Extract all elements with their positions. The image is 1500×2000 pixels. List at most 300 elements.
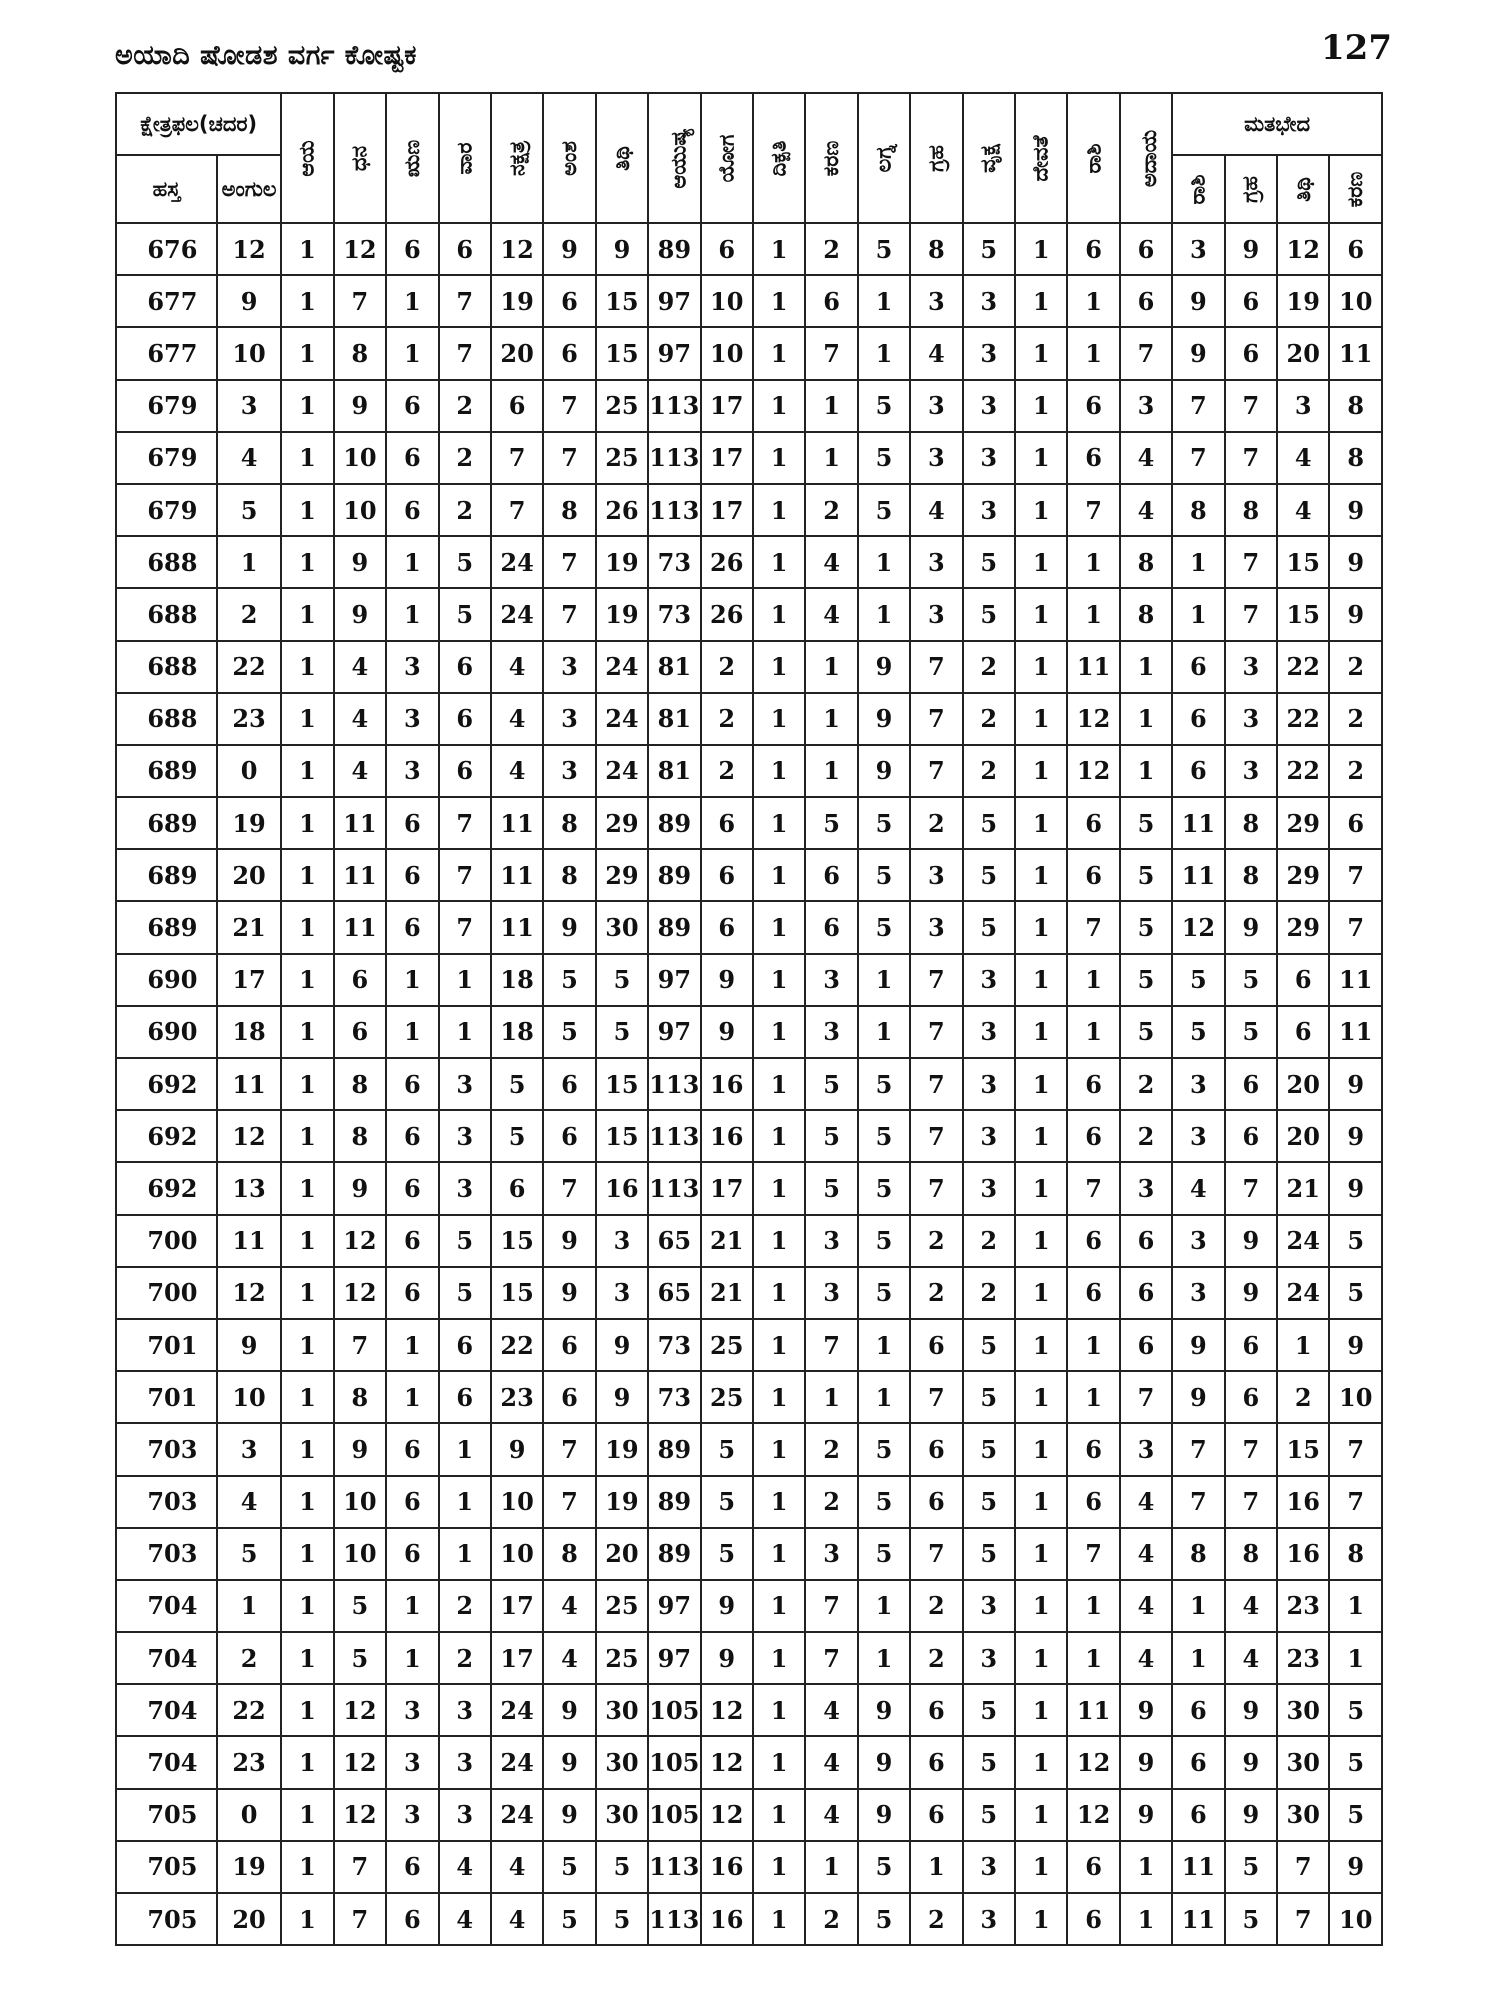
- table-cell: 11: [1329, 1006, 1382, 1058]
- table-cell: 6: [701, 849, 753, 901]
- table-cell: 3: [1172, 1058, 1224, 1110]
- table-cell: 12: [334, 1789, 386, 1841]
- table-cell: 30: [1277, 1736, 1329, 1788]
- column-header: [648, 93, 700, 223]
- table-cell: 105: [648, 1789, 700, 1841]
- table-row: [116, 745, 1382, 797]
- table-cell: 6: [543, 1058, 595, 1110]
- table-cell: 12: [701, 1736, 753, 1788]
- table-cell: 73: [648, 1371, 700, 1423]
- table-cell: 6: [1225, 1371, 1277, 1423]
- table-cell: 9: [334, 1423, 386, 1475]
- table-cell: 1: [439, 1423, 491, 1475]
- table-cell: 11: [334, 797, 386, 849]
- table-cell: 29: [596, 797, 648, 849]
- table-cell: 16: [701, 1893, 753, 1945]
- table-cell: 5: [858, 380, 910, 432]
- column-header-label: ಗ್ರಹ: [923, 144, 948, 172]
- table-cell: 7: [334, 1841, 386, 1893]
- table-cell: 10: [701, 275, 753, 327]
- table-cell: 5: [858, 1267, 910, 1319]
- table-cell: 8: [334, 1110, 386, 1162]
- table-cell: 688: [116, 536, 217, 588]
- table-cell: 9: [217, 1319, 282, 1371]
- table-cell: 1: [1067, 588, 1119, 640]
- table-cell: 5: [1329, 1215, 1382, 1267]
- table-cell: 6: [1067, 797, 1119, 849]
- table-row: [116, 693, 1382, 745]
- table-row: [116, 380, 1382, 432]
- table-cell: 23: [217, 693, 282, 745]
- table-cell: 19: [491, 275, 543, 327]
- table-cell: 4: [910, 484, 962, 536]
- column-header-label: ವಾರ: [452, 141, 477, 175]
- column-header: [1015, 93, 1067, 223]
- table-cell: 97: [648, 327, 700, 379]
- table-cell: 9: [543, 1684, 595, 1736]
- table-cell: 10: [334, 484, 386, 536]
- table-cell: 6: [386, 432, 438, 484]
- table-cell: 17: [701, 380, 753, 432]
- table-cell: 7: [1172, 432, 1224, 484]
- table-cell: 1: [1015, 1632, 1067, 1684]
- table-cell: 10: [1329, 1893, 1382, 1945]
- table-cell: 4: [1120, 1528, 1172, 1580]
- table-cell: 7: [334, 1319, 386, 1371]
- table-cell: 689: [116, 901, 217, 953]
- table-cell: 2: [1120, 1058, 1172, 1110]
- table-cell: 19: [596, 1476, 648, 1528]
- table-cell: 1: [217, 1580, 282, 1632]
- table-cell: 701: [116, 1319, 217, 1371]
- table-cell: 1: [281, 1684, 333, 1736]
- table-cell: 1: [1015, 536, 1067, 588]
- table-cell: 10: [334, 1528, 386, 1580]
- table-cell: 9: [701, 1632, 753, 1684]
- table-cell: 9: [596, 1319, 648, 1371]
- table-cell: 1: [1015, 432, 1067, 484]
- table-cell: 24: [491, 1789, 543, 1841]
- table-cell: 9: [701, 1006, 753, 1058]
- table-cell: 688: [116, 588, 217, 640]
- table-cell: 3: [386, 693, 438, 745]
- table-cell: 1: [281, 1736, 333, 1788]
- table-row: [116, 1110, 1382, 1162]
- table-cell: 12: [1277, 223, 1329, 275]
- table-cell: 7: [543, 380, 595, 432]
- table-cell: 24: [491, 1736, 543, 1788]
- table-cell: 1: [858, 275, 910, 327]
- table-cell: 12: [1067, 745, 1119, 797]
- table-cell: 705: [116, 1893, 217, 1945]
- table-cell: 1: [1120, 1841, 1172, 1893]
- table-row: [116, 484, 1382, 536]
- table-cell: 6: [386, 797, 438, 849]
- table-cell: 9: [217, 275, 282, 327]
- table-cell: 7: [805, 1632, 857, 1684]
- table-cell: 11: [1329, 954, 1382, 1006]
- table-cell: 5: [805, 1058, 857, 1110]
- table-cell: 6: [1225, 1319, 1277, 1371]
- table-cell: 6: [439, 223, 491, 275]
- table-cell: 15: [1277, 588, 1329, 640]
- table-cell: 15: [596, 327, 648, 379]
- table-cell: 7: [1225, 380, 1277, 432]
- table-cell: 4: [491, 1893, 543, 1945]
- table-cell: 30: [596, 1684, 648, 1736]
- table-cell: 1: [1277, 1319, 1329, 1371]
- table-cell: 3: [910, 849, 962, 901]
- table-cell: 12: [701, 1789, 753, 1841]
- table-row: [116, 797, 1382, 849]
- area-subheader: ಅಂಗುಲ: [217, 155, 282, 223]
- table-cell: 30: [596, 1736, 648, 1788]
- table-cell: 3: [963, 1893, 1015, 1945]
- table-cell: 1: [386, 954, 438, 1006]
- table-cell: 1: [1015, 1684, 1067, 1736]
- table-cell: 6: [1329, 223, 1382, 275]
- table-cell: 25: [701, 1319, 753, 1371]
- table-cell: 20: [217, 1893, 282, 1945]
- table-cell: 2: [439, 432, 491, 484]
- table-cell: 5: [439, 588, 491, 640]
- table-cell: 5: [701, 1476, 753, 1528]
- table-cell: 5: [1329, 1736, 1382, 1788]
- table-cell: 1: [753, 1162, 805, 1214]
- variation-subheader: [1225, 155, 1277, 223]
- table-cell: 18: [491, 1006, 543, 1058]
- table-cell: 6: [1172, 1789, 1224, 1841]
- table-cell: 9: [1120, 1789, 1172, 1841]
- table-cell: 6: [910, 1736, 962, 1788]
- table-cell: 3: [963, 1580, 1015, 1632]
- table-row: [116, 954, 1382, 1006]
- table-cell: 11: [1172, 1893, 1224, 1945]
- table-cell: 705: [116, 1841, 217, 1893]
- variation-subheader-label: ರಾಶಿ: [1185, 173, 1210, 205]
- table-row: [116, 588, 1382, 640]
- table-cell: 89: [648, 849, 700, 901]
- table-cell: 1: [1172, 1632, 1224, 1684]
- table-cell: 1: [281, 1841, 333, 1893]
- table-cell: 30: [1277, 1789, 1329, 1841]
- table-cell: 12: [217, 1110, 282, 1162]
- table-cell: 1: [281, 901, 333, 953]
- table-cell: 3: [963, 327, 1015, 379]
- table-cell: 20: [1277, 1058, 1329, 1110]
- table-cell: 6: [1329, 797, 1382, 849]
- table-cell: 6: [334, 1006, 386, 1058]
- table-cell: 113: [648, 380, 700, 432]
- table-cell: 6: [910, 1476, 962, 1528]
- table-cell: 5: [858, 1476, 910, 1528]
- table-cell: 21: [701, 1215, 753, 1267]
- table-cell: 97: [648, 1580, 700, 1632]
- column-header: [281, 93, 333, 223]
- table-row: [116, 223, 1382, 275]
- table-cell: 1: [1067, 1006, 1119, 1058]
- table-cell: 6: [386, 1528, 438, 1580]
- table-cell: 2: [439, 484, 491, 536]
- table-cell: 5: [963, 1684, 1015, 1736]
- table-cell: 1: [1067, 275, 1119, 327]
- table-cell: 689: [116, 745, 217, 797]
- table-cell: 1: [753, 797, 805, 849]
- table-cell: 1: [281, 432, 333, 484]
- table-cell: 89: [648, 1423, 700, 1475]
- table-cell: 8: [1329, 432, 1382, 484]
- table-cell: 81: [648, 641, 700, 693]
- column-header: [701, 93, 753, 223]
- table-cell: 6: [386, 1215, 438, 1267]
- table-cell: 1: [753, 1423, 805, 1475]
- table-cell: 1: [1015, 1006, 1067, 1058]
- table-cell: 1: [858, 1371, 910, 1423]
- table-cell: 6: [543, 1371, 595, 1423]
- table-cell: 8: [334, 1371, 386, 1423]
- column-header-label: ಕರಣ: [819, 140, 844, 176]
- table-cell: 24: [491, 1684, 543, 1736]
- table-cell: 9: [1225, 223, 1277, 275]
- table-cell: 3: [1277, 380, 1329, 432]
- table-cell: 3: [543, 745, 595, 797]
- table-cell: 9: [1329, 588, 1382, 640]
- table-cell: 3: [963, 1058, 1015, 1110]
- table-cell: 1: [386, 1632, 438, 1684]
- table-cell: 10: [1329, 275, 1382, 327]
- table-cell: 10: [1329, 1371, 1382, 1423]
- table-cell: 3: [910, 432, 962, 484]
- table-cell: 7: [1225, 432, 1277, 484]
- table-cell: 7: [1225, 1162, 1277, 1214]
- table-cell: 4: [543, 1580, 595, 1632]
- table-cell: 8: [1225, 484, 1277, 536]
- table-cell: 6: [386, 901, 438, 953]
- table-cell: 5: [701, 1528, 753, 1580]
- table-cell: 3: [439, 1789, 491, 1841]
- table-cell: 1: [1015, 954, 1067, 1006]
- table-cell: 9: [1225, 1684, 1277, 1736]
- table-cell: 1: [753, 588, 805, 640]
- table-cell: 2: [963, 641, 1015, 693]
- table-cell: 5: [805, 797, 857, 849]
- column-header: [439, 93, 491, 223]
- table-cell: 5: [334, 1632, 386, 1684]
- ayadi-table: [115, 92, 1383, 1946]
- table-cell: 6: [1067, 1058, 1119, 1110]
- table-cell: 97: [648, 275, 700, 327]
- table-cell: 5: [334, 1580, 386, 1632]
- table-cell: 1: [753, 1371, 805, 1423]
- table-row: [116, 536, 1382, 588]
- table-cell: 1: [281, 1267, 333, 1319]
- table-cell: 23: [217, 1736, 282, 1788]
- table-cell: 30: [1277, 1684, 1329, 1736]
- table-cell: 3: [543, 693, 595, 745]
- table-cell: 2: [910, 1580, 962, 1632]
- variation-subheader-label: ತಿಥಿ: [1290, 176, 1315, 202]
- table-row: [116, 1632, 1382, 1684]
- table-cell: 6: [910, 1423, 962, 1475]
- table-cell: 3: [596, 1215, 648, 1267]
- table-cell: 1: [805, 380, 857, 432]
- table-cell: 81: [648, 745, 700, 797]
- table-cell: 15: [1277, 536, 1329, 588]
- table-cell: 7: [910, 745, 962, 797]
- table-cell: 3: [439, 1110, 491, 1162]
- table-cell: 3: [805, 954, 857, 1006]
- table-cell: 1: [858, 954, 910, 1006]
- table-cell: 5: [963, 1371, 1015, 1423]
- table-cell: 5: [1329, 1267, 1382, 1319]
- table-cell: 81: [648, 693, 700, 745]
- table-cell: 16: [1277, 1476, 1329, 1528]
- table-cell: 7: [1120, 1371, 1172, 1423]
- table-cell: 25: [701, 1371, 753, 1423]
- table-cell: 5: [963, 1528, 1015, 1580]
- table-cell: 6: [543, 1110, 595, 1162]
- table-cell: 7: [910, 1371, 962, 1423]
- table-cell: 5: [491, 1110, 543, 1162]
- column-header: [963, 93, 1015, 223]
- table-cell: 6: [491, 1162, 543, 1214]
- table-cell: 1: [386, 536, 438, 588]
- table-cell: 3: [386, 745, 438, 797]
- table-cell: 7: [1329, 901, 1382, 953]
- variation-subheader: [1172, 155, 1224, 223]
- table-cell: 16: [701, 1058, 753, 1110]
- table-cell: 5: [217, 1528, 282, 1580]
- table-cell: 1: [1120, 693, 1172, 745]
- table-cell: 1: [1172, 588, 1224, 640]
- table-cell: 12: [334, 1736, 386, 1788]
- table-cell: 6: [386, 1058, 438, 1110]
- table-cell: 5: [858, 1528, 910, 1580]
- table-cell: 6: [1225, 1058, 1277, 1110]
- table-cell: 7: [910, 1006, 962, 1058]
- table-cell: 6: [386, 223, 438, 275]
- table-cell: 2: [963, 745, 1015, 797]
- table-cell: 3: [217, 1423, 282, 1475]
- table-cell: 19: [596, 536, 648, 588]
- table-cell: 1: [858, 1006, 910, 1058]
- table-cell: 12: [491, 223, 543, 275]
- table-cell: 7: [805, 1580, 857, 1632]
- column-header-label: ದೇವತೆ: [1028, 135, 1053, 181]
- table-cell: 3: [1225, 641, 1277, 693]
- table-row: [116, 849, 1382, 901]
- table-row: [116, 1528, 1382, 1580]
- table-cell: 2: [910, 1893, 962, 1945]
- table-cell: 9: [1172, 327, 1224, 379]
- table-cell: 65: [648, 1215, 700, 1267]
- table-cell: 1: [753, 327, 805, 379]
- table-cell: 6: [1120, 1215, 1172, 1267]
- table-cell: 677: [116, 275, 217, 327]
- table-cell: 5: [701, 1423, 753, 1475]
- table-cell: 29: [1277, 849, 1329, 901]
- table-cell: 3: [439, 1736, 491, 1788]
- table-cell: 7: [1172, 1476, 1224, 1528]
- table-cell: 4: [805, 1684, 857, 1736]
- table-cell: 1: [753, 693, 805, 745]
- column-header-label: ಆಯುಷ್ಯ: [666, 127, 691, 189]
- table-cell: 4: [1277, 484, 1329, 536]
- table-cell: 5: [1329, 1684, 1382, 1736]
- table-cell: 1: [753, 380, 805, 432]
- table-cell: 7: [439, 275, 491, 327]
- table-cell: 13: [217, 1162, 282, 1214]
- table-cell: 1: [1015, 1319, 1067, 1371]
- table-cell: 1: [1015, 693, 1067, 745]
- table-cell: 97: [648, 1632, 700, 1684]
- table-cell: 1: [1015, 797, 1067, 849]
- table-cell: 689: [116, 797, 217, 849]
- table-cell: 7: [1067, 1528, 1119, 1580]
- table-cell: 9: [1172, 275, 1224, 327]
- table-cell: 1: [1015, 1423, 1067, 1475]
- table-cell: 24: [596, 641, 648, 693]
- table-cell: 1: [386, 275, 438, 327]
- table-cell: 21: [1277, 1162, 1329, 1214]
- table-cell: 688: [116, 693, 217, 745]
- table-cell: 3: [439, 1162, 491, 1214]
- table-cell: 9: [1329, 1841, 1382, 1893]
- table-cell: 1: [753, 1580, 805, 1632]
- table-cell: 1: [1329, 1632, 1382, 1684]
- table-cell: 3: [910, 901, 962, 953]
- table-cell: 3: [1172, 1215, 1224, 1267]
- table-cell: 9: [1172, 1371, 1224, 1423]
- table-cell: 5: [858, 901, 910, 953]
- table-cell: 18: [491, 954, 543, 1006]
- table-cell: 1: [439, 954, 491, 1006]
- table-cell: 1: [1172, 1580, 1224, 1632]
- table-cell: 105: [648, 1736, 700, 1788]
- table-cell: 1: [281, 1423, 333, 1475]
- table-cell: 9: [858, 745, 910, 797]
- table-cell: 89: [648, 901, 700, 953]
- table-cell: 10: [491, 1528, 543, 1580]
- table-cell: 5: [439, 536, 491, 588]
- table-cell: 5: [439, 1267, 491, 1319]
- table-cell: 5: [596, 954, 648, 1006]
- table-cell: 11: [334, 901, 386, 953]
- table-cell: 2: [805, 484, 857, 536]
- table-cell: 9: [858, 693, 910, 745]
- table-cell: 22: [1277, 641, 1329, 693]
- table-cell: 1: [439, 1006, 491, 1058]
- table-cell: 7: [543, 1423, 595, 1475]
- table-row: [116, 1893, 1382, 1945]
- table-cell: 7: [439, 849, 491, 901]
- table-cell: 17: [491, 1632, 543, 1684]
- table-cell: 6: [386, 380, 438, 432]
- table-cell: 5: [858, 432, 910, 484]
- table-cell: 9: [596, 223, 648, 275]
- table-cell: 19: [217, 797, 282, 849]
- table-cell: 97: [648, 1006, 700, 1058]
- table-cell: 11: [1172, 1841, 1224, 1893]
- column-header: [334, 93, 386, 223]
- table-cell: 692: [116, 1110, 217, 1162]
- table-row: [116, 1215, 1382, 1267]
- table-cell: 5: [1120, 954, 1172, 1006]
- table-cell: 5: [1120, 1006, 1172, 1058]
- table-cell: 24: [596, 693, 648, 745]
- table-cell: 2: [439, 1580, 491, 1632]
- table-cell: 6: [491, 380, 543, 432]
